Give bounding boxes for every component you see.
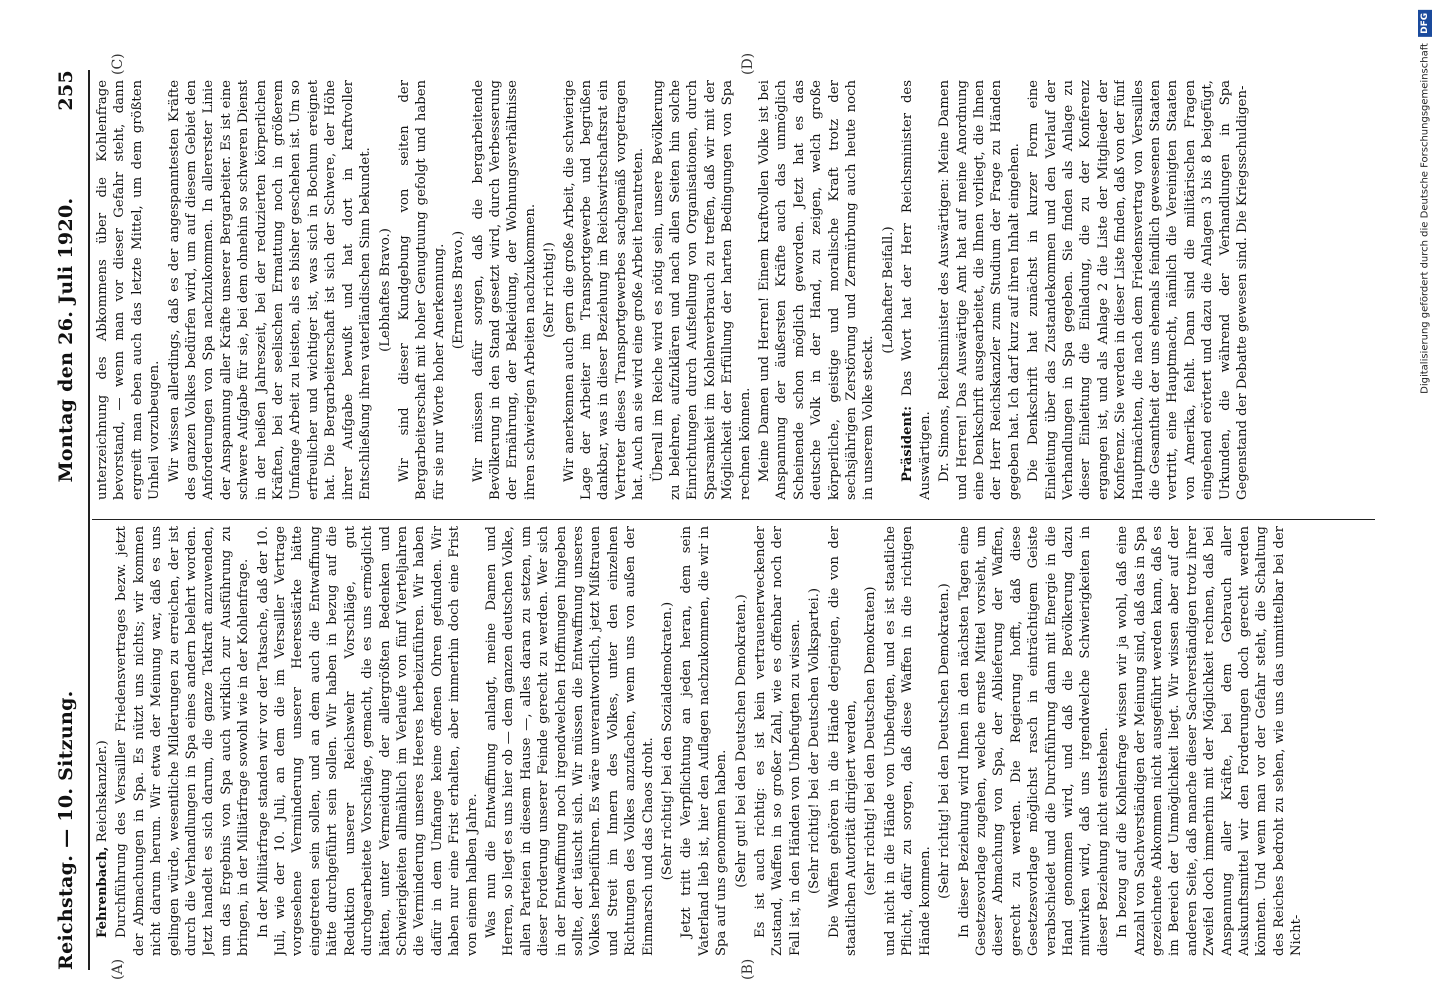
speaker-name: Präsident: [900,405,916,482]
paragraph-text: Wir müssen dafür sorgen, daß die bergarbeitende Bevölkerung in den Stand gesetzt wird, durch Verbesserung der Ernährung, der Bekleidung, der Wohnungsverhältnisse ihren schwierigen Arbeiten nachzukommen. [470,80,538,500]
paragraph [470,80,540,500]
paragraph-text: (sehr richtig! bei den Deutschen Demokraten) [863,586,879,896]
paragraph-text: Jetzt tritt die Verpflichtung an jeden heran, dem sein Vaterland lieb ist, hier den Auflagen nachzukommen, die wir in Spa auf uns genommen haben. [679,526,730,956]
paragraph [483,526,657,956]
paragraph-text: und nicht in die Hände von Unbefugten, und es ist staatliche Pflicht, dafür zu sorgen, daß diese Waffen in die richtigen Hände kommen. [882,526,933,956]
paragraph-text: Wir sind dieser Kundgebung von seiten der Bergarbeiterschaft mit hoher Genugtuung gefolgt und haben für sie nur Worte hoher Anerkennung. [396,80,447,500]
paragraph [756,80,878,500]
paragraph [377,80,394,500]
margin-marker-c: (C) [110,53,126,75]
paragraph [899,80,934,500]
paragraph-text: Überall im Reiche wird es nötig sein, unsere Bevölkerung zu belehren, aufzuklären und nach allen Seiten hin solche Einrichtungen durch Aufstellung von Organisationen, durch Sparsamkeit im Kohlenverbrauch zu treffen, daß wir mit der Möglichkeit der Erfüllung der harten Bedingungen von Spa rechnen können. [650,80,753,500]
header-date: Montag den 26. Juli 1920. [55,197,77,483]
paragraph [880,80,897,500]
digitization-note [1418,10,1432,394]
paragraph-text: Es ist auch richtig: es ist kein vertrauenerweckender Zustand, Waffen in so großer Zahl, wie es offenbar noch der Fall ist, in den Händen von Unbefugten zu wissen. [753,526,803,956]
paragraph [733,526,750,956]
paragraph-text: (Sehr richtig! bei den Deutschen Demokraten.) [937,583,953,899]
scanned-page [0,40,1395,1000]
column-divider [92,519,1375,520]
paragraph [94,526,111,956]
paragraph [541,80,558,500]
paragraph [396,80,448,500]
paragraph [882,526,934,956]
paragraph [826,526,861,956]
digitization-text: Digitalisierung gefördert durch die Deutsche Forschungsgemeinschaft [1419,43,1431,394]
page-number: 255 [55,70,77,111]
paragraph [1114,526,1305,956]
speaker-name: Fehrenbach, [95,846,110,938]
paragraph-text: (Lebhaftes Bravo.) [377,228,393,352]
paragraph [936,526,953,956]
paragraph [678,526,730,956]
paragraph [1025,80,1251,500]
paragraph-text: Reichskanzler.) [95,740,110,847]
paragraph [255,526,481,956]
left-column [94,526,1371,956]
header-rule [88,70,90,970]
paragraph-text: Wir wissen allerdings, daß es der angespanntesten Kräfte des ganzen Volkes bedürfen wird, um auf diesem Gebiet den Anforderungen von Spa nachzukommen. In allererster Linie der Anspannung aller Kräfte unserer Bergarbeiter. Es ist eine schwere Aufgabe für sie, bei dem ohnehin so schweren Dienst in der heißen Jahreszeit, bei der reduzierten körperlichen Kräften, bei der seelischen Ermattung noch in größerem Umfange Arbeit zu leisten, als es bisher geschehen ist. Um so erfreulicher und wichtiger ist, was sich in Bochum ereignet hat. Die Bergarbeiterschaft ist sich der Schwere, der Höhe ihrer Aufgabe bewußt und hat dort in kraftvoller Entschließung ihren vaterländischen Sinn bekundet. [166,80,374,500]
side-note-area [1414,0,1434,1000]
paragraph-text: Die Denkschrift hat zunächst in kurzer Form eine Einleitung über das Zustandekommen und den Verlauf der Verhandlungen in Spa gegeben. Sie finden als Anlage zu dieser Einleitung die Einladung, die zu der Konferenz ergangen ist, und als Anlage 2 die Liste der Mitglieder der Konferenz. Sie werden in dieser Liste finden, daß von der fünf Hauptmächten, die nach dem Friedensvertrag von Versailles die Gesamtheit der uns ehemals feindlich gewesenen Staaten vertritt, eine Hauptmacht, nämlich die Vereinigten Staaten von Amerika, fehlt. Dann sind die militärischen Fragen eingehend erörtert und dazu die Anlagen 3 bis 8 beigefügt, Urkunden, die während der Verhandlungen in Spa Gegenstand der Debatte gewesen sind. Die Kriegsschuldigen- [1026,80,1250,500]
paragraph-text: unterzeichnung des Abkommens über die Kohlenfrage bevorstand, — wenn man vor dieser Gefahr steht, dann ergreift man eben auch das letzte Mittel, um dem größten Unheil vorzubeugen. [95,80,163,500]
header-title: Reichstag. — 10. Sitzung. [55,690,77,970]
paragraph-text: (Lebhafter Beifall.) [880,226,896,354]
paragraph-text: Meine Damen und Herren! Einem kraftvollen Volke ist bei Anspannung der äußersten Kräfte auch das unmöglich Scheinende schon möglich geworden. Jetzt hat es das deutsche Volk in der Hand, zu zeigen, welch große körperliche, geistige und moralische Kraft trotz der sechsjährigen Zerstörung und Zermürbung auch heute noch in unserem Volke steckt. [757,80,877,500]
margin-marker-a: (A) [110,958,126,980]
margin-marker-d: (D) [740,52,756,75]
paragraph-text: Das Wort hat der Herr Reichsminister des Auswärtigen. [900,80,933,500]
paragraph [659,526,676,956]
paragraph-text: In bezug auf die Kohlenfrage wissen wir ja wohl, daß eine Anzahl von Sachverständigen der Meinung sind, daß das in Spa gezeichnete Abkommen nicht ausgeführt werden kann, daß es im Bereich der Unmöglichkeit liegt. Wir wissen aber auf der anderen Seite, daß manche dieser Sachverständigen trotz ihrer Zweifel doch immerhin mit der Möglichkeit rechnen, daß bei Anspannung aller Kräfte, bei dem Gebrauch aller Auskunftsmittel wir den Forderungen doch gerecht werden könnten. Und wenn man vor der Gefahr steht, die Schaltung des Reiches bedroht zu sehen, wie uns das unmittelbar bei der Nicht- [1115,526,1305,956]
paragraph [113,526,252,956]
paragraph [936,80,1023,500]
paragraph-text: In der Militärfrage standen wir vor der Tatsache, daß der 10. Juli, wie der 10. Juli, an dem die im Versailler Vertrage vorgesehene Verminderung unserer Heeresstärke hätte eingetreten sein sollen, und an dem auch die Entwaffnung hätte durchgeführt sein sollen. Wir haben in bezug auf die Reduktion unserer Reichswehr Vorschläge, gut durchgearbeitete Vorschläge, gemacht, die es uns ermöglicht hätten, unter Vermeidung der allergrößten Bedenken und Schwierigkeiten allmählich im Verlaufe von fünf Vierteljahren die Verminderung unseres Heeres herbeizuführen. Wir haben dafür in dem Umfange keine offenen Ohren gefunden. Wir haben nur eine Frist erhalten, aber immerhin doch eine Frist von einem halben Jahre. [255,526,480,956]
paragraph-text: (Sehr richtig!) [542,242,558,338]
paragraph [862,526,879,956]
paragraph-text: Was nun die Entwaffnung anlangt, meine Damen und Herren, so liegt es uns hier ob — dem ganzen deutschen Volke, allen Parteien in diesem Hause —, alles daran zu setzen, um dieser Forderung unserer Feinde gerecht zu werden. Wer sich in der Entwaffnung noch irgendwelchen Hoffnungen hingeben sollte, der täuscht sich. Wir müssen die Entwaffnung unseres Volkes herbeiführen. Es wäre unverantwortlich, jetzt Mißtrauen und Streit im Innern des Volkes, unter den einzelnen Richtungen des Volkes anzufachen, wenn uns von außen der Einmarsch und das Chaos droht. [483,526,656,956]
paragraph-text: In dieser Beziehung wird Ihnen in den nächsten Tagen eine Gesetzesvorlage zugehen, welche ernste Mittel vorsieht, um dieser Abmachung von Spa, der Ablieferung der Waffen, gerecht zu werden. Die Regierung hofft, daß diese Gesetzesvorlage möglichst rasch in einträchtigem Geiste verabschiedet und die Durchführung dann mit Energie in die Hand genommen wird, und daß die Bevölkerung dazu mitwirken wird, daß uns irgendwelche Schwierigkeiten in dieser Beziehung nicht entstehen. [956,526,1111,956]
right-column [94,80,1371,500]
paragraph [561,80,648,500]
page-header [46,70,86,970]
paragraph [752,526,804,956]
paragraph [94,80,164,500]
paragraph-text: (Sehr richtig! bei der Deutschen Volkspartei.) [807,587,823,895]
paragraph [166,80,375,500]
paragraph [806,526,823,956]
paragraph-text: Die Waffen gehören in die Hände derjenigen, die von der staatlichen Autorität dirigiert werden, [826,526,860,956]
paragraph-text: Dr. Simons, Reichsminister des Auswärtigen: Meine Damen und Herren! Das Auswärtige Amt hat auf meine Anordnung eine Denkschrift ausgearbeitet, die Ihnen vorliegt, die Ihnen der Herr Reichskanzler zum Studium der Frage zu Händen gegeben hat. Ich darf kurz auf ihren Inhalt eingehen. [937,80,1022,500]
dfg-logo: DFG [1418,10,1432,37]
paragraph [650,80,754,500]
paragraph-text: Durchführung des Versailler Friedensvertrages bezw. jetzt der Abmachungen in Spa. Es nützt uns nichts; wir kommen nicht darum herum. Wir etwa der Meinung war, daß es uns gelingen würde, wesentliche Milderungen zu erreichen, der ist durch die Verhandlungen in Spa eines andern belehrt worden. Jetzt handelt es sich darum, die ganze Tatkraft anzuwenden, um das Ergebnis von Spa auch wirklich zur Ausführung zu bringen, in der Militärfrage sowohl wie in der Kohlenfrage. [114,526,252,956]
paragraph-text: (Sehr richtig! bei den Sozialdemokraten.) [660,601,675,881]
paragraph-text: (Sehr gut! bei den Deutschen Demokraten.) [733,594,749,888]
paragraph-text: Wir anerkennen auch gern die große Arbeit, die schwierige Lage der Arbeiter im Transportgewerbe und begrüßen dankbar, was in dieser Beziehung im Reichswirtschaftsrat ein Vertreter dieses Transportgewerbes sachgemäß vorgetragen hat. Auch an sie wird eine große Arbeit herantreten. [561,80,647,500]
margin-marker-b: (B) [740,958,756,980]
paragraph [450,80,467,500]
paragraph [956,526,1113,956]
paragraph-text: (Erneutes Bravo.) [451,230,467,350]
